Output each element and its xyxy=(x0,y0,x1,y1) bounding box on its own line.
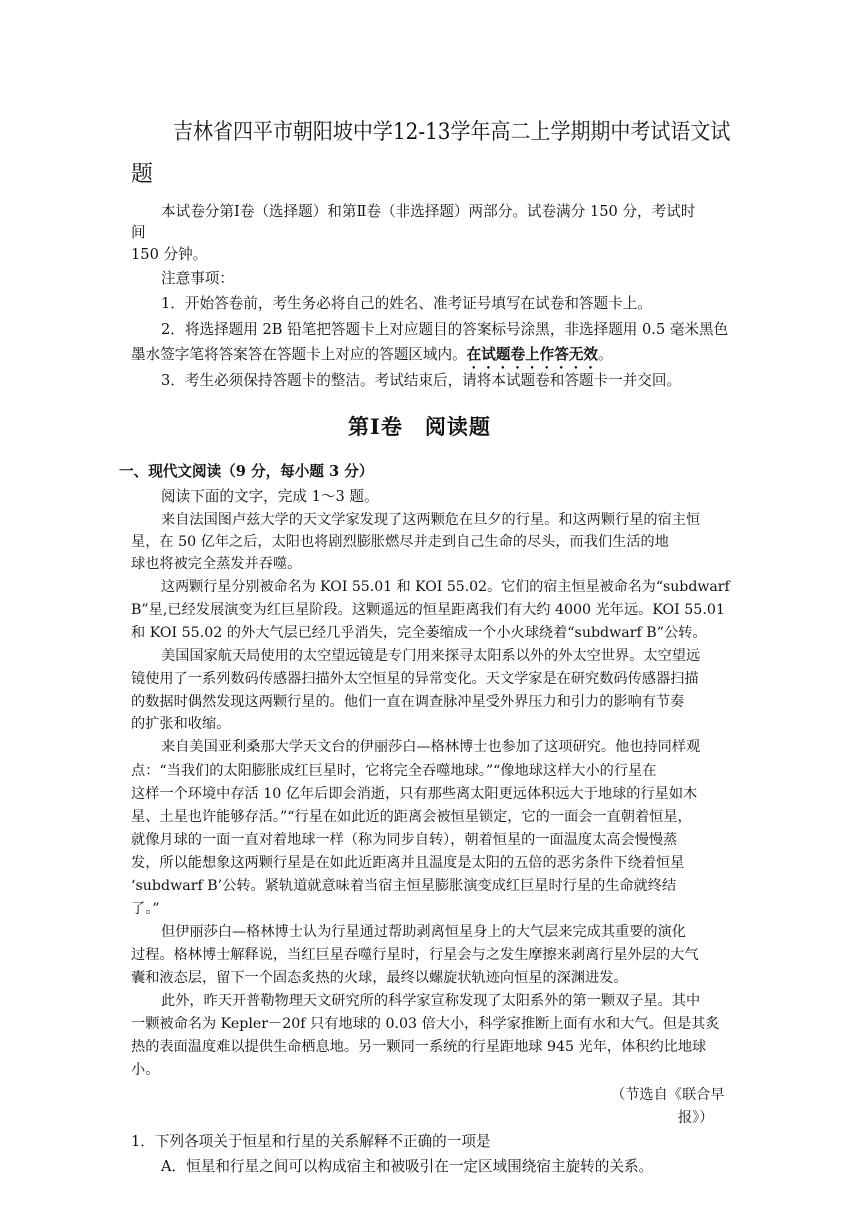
passage-line: 球也将被完全蒸发并吞噬。 xyxy=(131,556,302,572)
passage-line: 这样一个环境中存活 10 亿年后即会消逝，只有那些离太阳更远体积远大于地球的行星如木 xyxy=(131,786,698,802)
passage-line: 点：“当我们的太阳膨胀成红巨星时，它将完全吞噬地球。”“像地球这样大小的行星在 xyxy=(131,763,657,779)
notice-item-2-line-1: 2．将选择题用 2B 铅笔把答题卡上对应题目的答案标号涂黑，非选择题用 0.5 毫米黑色 xyxy=(161,321,729,338)
question-1-stem: 1．下列各项关于恒星和行星的关系解释不正确的一项是 xyxy=(131,1133,491,1150)
part1-instruction: 阅读下面的文字，完成 1～3 题。 xyxy=(161,488,379,505)
title-line-2: 题 xyxy=(131,162,154,187)
source-line-2: 报》） xyxy=(678,1110,714,1126)
passage-line: ‘subdwarf B’公转。紧轨道就意味着当宿主恒星膨胀演变成红巨星时行星的生命就终结 xyxy=(131,878,677,894)
notice-item-1: 1．开始答卷前，考生务必将自己的姓名、准考证号填写在试卷和答题卡上。 xyxy=(161,295,652,312)
notice-item-2-bold: 在试题卷上作答无效 xyxy=(466,346,599,363)
passage-line: 这两颗行星分别被命名为 KOI 55.01 和 KOI 55.02。它们的宿主恒星被命名为“subdwarf xyxy=(161,579,730,595)
notice-item-2-line-2 xyxy=(131,343,613,372)
title-line-1: 吉林省四平市朝阳坡中学12-13学年高二上学期期中考试语文试 xyxy=(173,120,731,145)
intro-line-2: 间 xyxy=(131,224,146,241)
passage-line: 来自美国亚利桑那大学天文台的伊丽莎白—格林博士也参加了这项研究。他也持同样观 xyxy=(161,739,701,755)
intro-line-1: 本试卷分第Ⅰ卷（选择题）和第Ⅱ卷（非选择题）两部分。试卷满分 150 分，考试时 xyxy=(161,203,696,220)
passage-line: 的扩张和收缩。 xyxy=(131,716,231,732)
passage-line: 星、土星也许能够存活。”“行星在如此近的距离会被恒星锁定，它的一面会一直朝着恒星， xyxy=(131,809,692,825)
passage-line: 但伊丽莎白—格林博士认为行星通过帮助剥离恒星身上的大气层来完成其重要的演化 xyxy=(161,924,686,940)
passage-line: 星，在 50 亿年之后，太阳也将剧烈膨胀燃尽并走到自己生命的尽头，而我们生活的地 xyxy=(131,534,669,550)
part1-heading: 一、现代文阅读（9 分，每小题 3 分） xyxy=(119,463,374,480)
passage-line: 就像月球的一面一直对着地球一样（称为同步自转），朝着恒星的一面温度太高会慢慢蒸 xyxy=(131,832,678,848)
intro-line-3: 150 分钟。 xyxy=(131,246,208,263)
passage-line: B”星,已经发展演变为红巨星阶段。这颗遥远的恒星距离我们有大约 4000 光年远。KOI 55.01 xyxy=(131,602,725,618)
passage-line: 此外，昨天开普勒物理天文研究所的科学家宣称发现了太阳系外的第一颗双子星。其中 xyxy=(161,993,701,1009)
passage-line: 镜使用了一系列数码传感器扫描外太空恒星的异常变化。天文学家是在研究数码传感器扫描 xyxy=(131,671,699,687)
passage-line: 一颗被命名为 Kepler－20f 只有地球的 0.03 倍大小，科学家推断上面有水和大气。但是其炙 xyxy=(131,1016,720,1032)
passage-line: 热的表面温度难以提供生命栖息地。另一颗同一系统的行星距地球 945 光年，体积约比地球 xyxy=(131,1039,707,1055)
question-1-option-a: A．恒星和行星之间可以构成宿主和被吸引在一定区域围绕宿主旋转的关系。 xyxy=(161,1158,654,1175)
passage-line: 和 KOI 55.02 的外大气层已经几乎消失，完全萎缩成一个小火球绕着“subdwarf B”公转。 xyxy=(131,625,707,641)
notice-heading: 注意事项： xyxy=(161,270,234,287)
passage-line: 了。” xyxy=(131,901,160,917)
notice-item-2-end: 。 xyxy=(598,346,613,363)
passage-line: 过程。格林博士解释说，当红巨星吞噬行星时，行星会与之发生摩擦来剥离行星外层的大气 xyxy=(131,947,699,963)
passage-line: 小。 xyxy=(131,1062,160,1078)
passage-line: 来自法国图卢兹大学的天文学家发现了这两颗危在旦夕的行星。和这两颗行星的宿主恒 xyxy=(161,512,701,528)
passage-line: 的数据时偶然发现这两颗行星的。他们一直在调查脉冲星受外界压力和引力的影响有节奏 xyxy=(131,694,685,710)
passage-line: 美国国家航天局使用的太空望远镜是专门用来探寻太阳系以外的外太空世界。太空望远 xyxy=(161,648,701,664)
passage-line: 囊和液态层，留下一个固态炙热的火球，最终以螺旋状轨迹向恒星的深渊进发。 xyxy=(131,970,628,986)
notice-item-2-plain: 墨水签字笔将答案答在答题卡上对应的答题区域内。 xyxy=(131,346,467,363)
source-line-1: （节选自《联合早 xyxy=(611,1087,725,1103)
notice-item-3: 3．考生必须保持答题卡的整洁。考试结束后，请将本试题卷和答题卡一并交回。 xyxy=(161,372,682,389)
section-title: 第Ⅰ卷 阅读题 xyxy=(348,414,491,439)
passage-line: 发，所以能想象这两颗行星是在如此近距离并且温度是太阳的五倍的恶劣条件下绕着恒星 xyxy=(131,855,685,871)
